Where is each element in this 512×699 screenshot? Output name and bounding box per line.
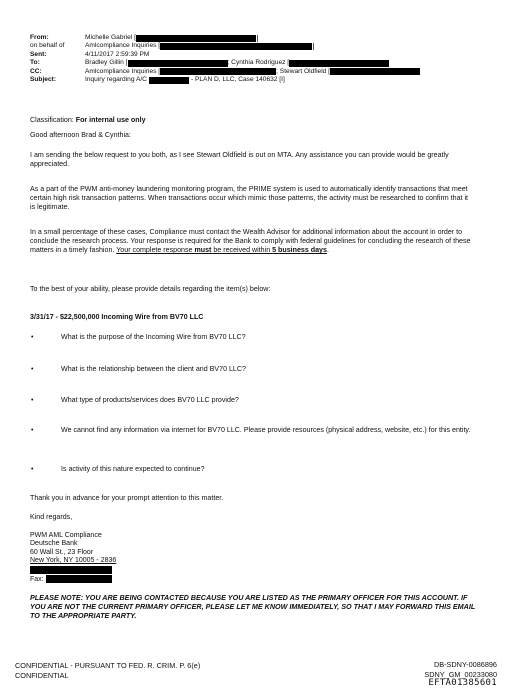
subject-value-1: Inquiry regarding A/C bbox=[85, 76, 147, 84]
behalf-row bbox=[30, 42, 420, 50]
to-value-1: Bradley Gillin [ bbox=[85, 59, 128, 67]
bullet-icon: • bbox=[31, 466, 34, 473]
thanks-line: Thank you in advance for your prompt attention to this matter. bbox=[30, 494, 224, 502]
cc-row bbox=[30, 68, 420, 76]
response-deadline-text: Your complete response bbox=[116, 246, 195, 255]
business-days-text: 5 business days bbox=[272, 246, 327, 255]
redaction-block bbox=[149, 77, 189, 84]
bullet-icon: • bbox=[31, 427, 34, 434]
period: . bbox=[326, 246, 329, 255]
from-value: Michelle Gabriel [ bbox=[85, 34, 136, 41]
to-row bbox=[30, 59, 420, 67]
email-header bbox=[30, 34, 420, 84]
primary-officer-note: PLEASE NOTE: YOU ARE BEING CONTACTED BECAUSE YOU ARE LISTED AS THE PRIMARY OFFICER FOR THIS ACCOUNT. IF YOU ARE NOT THE CURRENT PRIMARY OFFICER, PLEASE LET ME KNOW IMMEDIATELY, SO THAT I MAY FORWARD THIS EMAIL TO THE APPROPRIATE PARTY. bbox=[30, 593, 476, 621]
behalf-label: on behalf of bbox=[30, 42, 65, 50]
to-label: To: bbox=[30, 59, 40, 67]
bates-number-efta: EFTA01385601 bbox=[428, 678, 497, 689]
classification-value: For internal use only bbox=[75, 116, 146, 124]
classification-label: Classification: bbox=[30, 116, 74, 124]
confidential-pursuant: CONFIDENTIAL - PURSUANT TO FED. R. CRIM. P. 6(e) bbox=[15, 661, 201, 670]
list-item-text: What type of products/services does BV70 LLC provide? bbox=[61, 396, 239, 404]
signature-address: New York, NY 10005 - 2836 bbox=[30, 557, 117, 565]
from-label: From: bbox=[30, 34, 49, 41]
item-header: 3/31/17 - $22,500,000 Incoming Wire from BV70 LLC bbox=[30, 313, 204, 321]
paragraph-1: I am sending the below request to you both, as I see Stewart Oldfield is out on MTA. Any assistance you can provide would be greatly appreciated. bbox=[30, 151, 449, 169]
fax-label: Fax: bbox=[30, 575, 44, 583]
redaction-block bbox=[289, 60, 389, 67]
subject-row bbox=[30, 76, 420, 84]
paragraph-4: To the best of your ability, please provide details regarding the item(s) below: bbox=[30, 285, 271, 293]
greeting: Good afternoon Brad & Cynthia: bbox=[30, 131, 131, 139]
classification-line bbox=[30, 116, 475, 125]
footer-left bbox=[15, 661, 200, 680]
behalf-value: Amlcompliance Inquiries [ bbox=[85, 42, 161, 50]
cc-value-1: Amlcompliance Inquiries [ bbox=[85, 67, 161, 75]
list-item-text: Is activity of this nature expected to continue? bbox=[61, 465, 205, 473]
redaction-block bbox=[136, 35, 256, 42]
signature-line: PWM AML Compliance bbox=[30, 532, 102, 539]
redaction-block bbox=[330, 68, 420, 75]
redaction-block bbox=[128, 60, 228, 67]
subject-value-2: - PLAN D, LLC, Case 140632 [I] bbox=[190, 76, 285, 84]
redaction-block bbox=[46, 575, 112, 583]
redaction-block bbox=[30, 566, 112, 574]
bates-number-db: DB-SDNY-0086896 bbox=[433, 660, 497, 669]
list-item-text: What is the purpose of the Incoming Wire from BV70 LLC? bbox=[61, 333, 246, 341]
must-text: must bbox=[194, 246, 212, 255]
signature-line: 60 Wall St., 23 Floor bbox=[30, 548, 94, 556]
signature-line: Deutsche Bank bbox=[30, 540, 78, 548]
cc-value-2: ; Stewart Oldfield [ bbox=[276, 67, 331, 75]
sent-value: 4/11/2017 2:59:39 PM bbox=[85, 50, 150, 58]
fax-line bbox=[30, 575, 116, 584]
paragraph-3 bbox=[30, 228, 475, 256]
paragraph-3-text: In a small percentage of these cases, Compliance must contact the Wealth Advisor for additional information about the account in order to conclude the research process. Your response is required for the Bank to comply with federal guidelines for concluding the research of these matters in a timely fashion. bbox=[30, 228, 471, 255]
signature-redacted-line bbox=[30, 566, 116, 575]
bates-number-sdny: SDNY_GM_00233080 bbox=[424, 669, 497, 679]
received-within-text: be received within bbox=[211, 246, 273, 255]
redaction-block bbox=[160, 68, 276, 75]
sent-row bbox=[30, 51, 420, 59]
subject-label: Subject: bbox=[30, 76, 57, 84]
bullet-icon: • bbox=[31, 366, 34, 373]
from-row bbox=[30, 34, 420, 42]
to-value-2: ; Cynthia Rodriguez [ bbox=[227, 59, 290, 67]
signature-block bbox=[30, 532, 116, 584]
sent-label: Sent: bbox=[30, 50, 47, 58]
list-item-text: We cannot find any information via internet for BV70 LLC. Please provide resources (physical address, website, etc.) for this entity. bbox=[61, 426, 471, 434]
paragraph-2: As a part of the PWM anti-money laundering monitoring program, the PRIME system is used to automatically identify transactions that meet certain high risk transaction patterns. When transactions occur which mimic those patterns, the activity must be researched to confirm that it is legitimate. bbox=[30, 185, 469, 212]
cc-label: CC: bbox=[30, 67, 42, 75]
list-item-text: What is the relationship between the client and BV70 LLC? bbox=[61, 365, 246, 373]
redaction-block bbox=[160, 43, 312, 50]
bullet-icon: • bbox=[31, 397, 34, 404]
confidential-label: CONFIDENTIAL bbox=[15, 670, 69, 680]
bullet-icon: • bbox=[31, 334, 34, 341]
footer-right bbox=[424, 660, 497, 689]
regards-line: Kind regards, bbox=[30, 513, 73, 521]
